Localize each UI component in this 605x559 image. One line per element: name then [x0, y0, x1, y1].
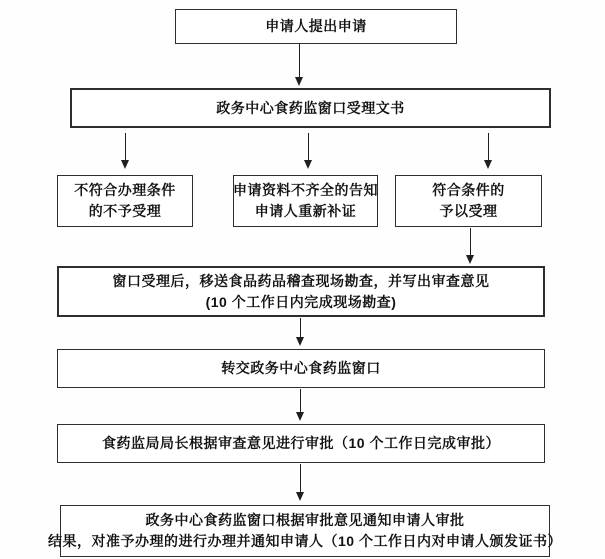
flow-node-reject-line1: 不符合办理条件: [74, 182, 176, 198]
flow-node-transfer: [57, 349, 545, 388]
flow-node-accept: [395, 175, 542, 227]
flow-node-notify-line1: 政务中心食药监窗口根据审批意见通知申请人审批: [145, 512, 465, 528]
arrow-inspection-to-transfer: [300, 318, 301, 338]
flow-node-accept-line2: 予以受理: [439, 203, 498, 219]
arrow-accept-to-inspection: [470, 228, 471, 256]
flow-node-transfer-label: 转交政务中心食药监窗口: [221, 360, 381, 376]
flow-node-incomplete-line2: 申请人重新补证: [254, 203, 357, 219]
flow-node-reject-line2: 的不予受理: [88, 203, 162, 219]
flow-node-window-accept-label: 政务中心食药监窗口受理文书: [216, 99, 405, 116]
flow-node-incomplete: [233, 175, 378, 227]
flow-node-apply: [175, 9, 457, 44]
flow-node-notify-line2: 结果，对准予办理的进行办理并通知申请人（10 个工作日内对申请人颁发证书）: [48, 533, 562, 549]
flow-node-inspection-line1: 窗口受理后，移送食品药品稽查现场勘查，并写出审查意见: [112, 272, 490, 289]
arrow-window-to-accept: [488, 133, 489, 161]
flow-node-approval: [57, 424, 545, 463]
flow-node-inspection-line2: (10 个工作日内完成现场勘查): [205, 293, 397, 310]
flow-node-inspection: [57, 266, 545, 317]
flow-node-accept-line1: 符合条件的: [432, 182, 505, 198]
arrow-window-to-reject: [125, 133, 126, 161]
arrow-transfer-to-approval: [300, 389, 301, 413]
flow-node-window-accept: [70, 88, 551, 128]
arrow-approval-to-notify: [300, 464, 301, 493]
flow-node-approval-label: 食药监局局长根据审查意见进行审批（10 个工作日完成审批）: [102, 435, 500, 451]
flow-node-reject: [57, 175, 193, 227]
flow-node-incomplete-line1: 申请资料不齐全的告知: [233, 182, 378, 198]
arrow-apply-to-window: [299, 44, 300, 78]
arrow-window-to-incomplete: [308, 133, 309, 161]
flow-node-notify: [48, 505, 562, 557]
flow-node-apply-label: 申请人提出申请: [265, 18, 367, 34]
